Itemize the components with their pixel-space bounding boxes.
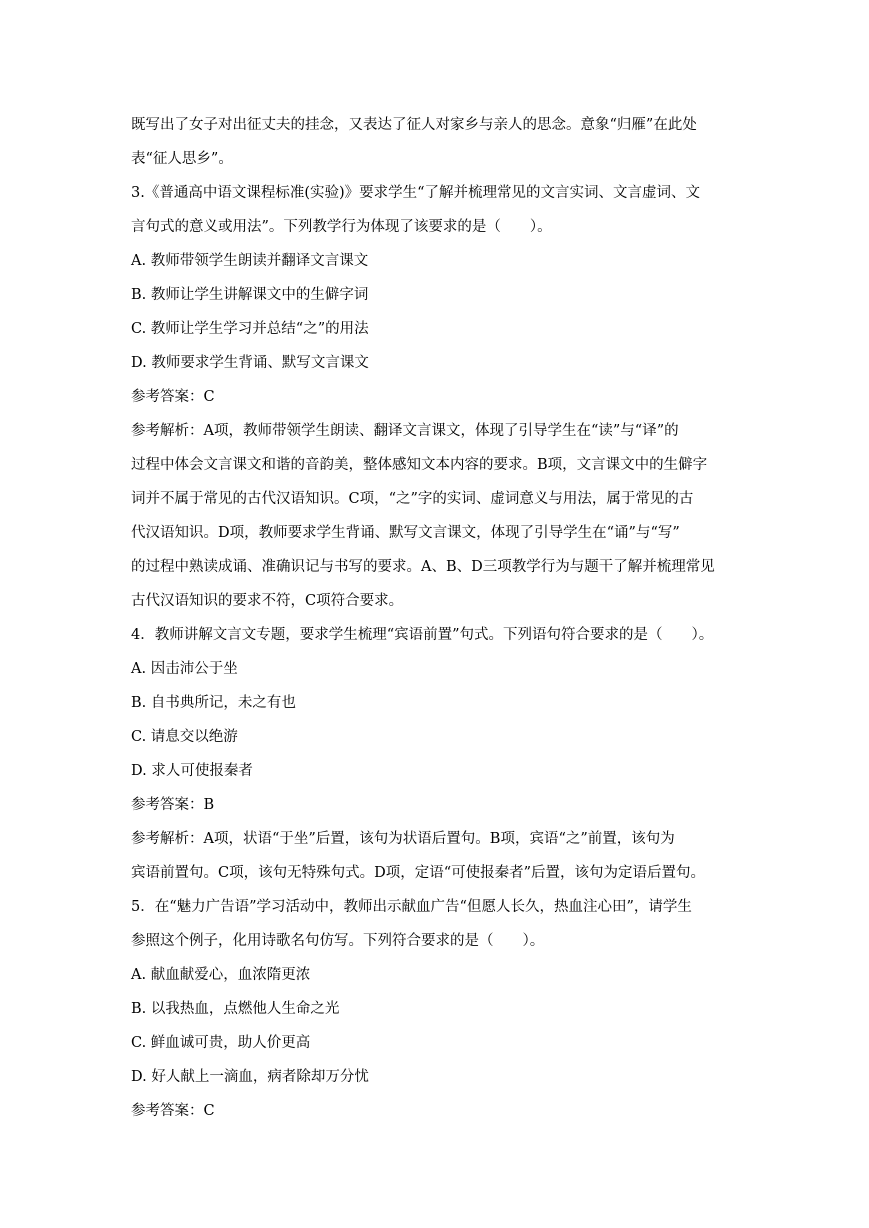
q4-option-b: B. 自书典所记，未之有也 — [131, 695, 296, 711]
q3-analysis-line-5: 的过程中熟读成诵、准确识记与书写的要求。A、B、D三项教学行为与题干了解并梳理常见 — [131, 559, 715, 575]
q4-option-a: A. 因击沛公于坐 — [131, 661, 238, 677]
q3-analysis-line-1: 参考解析：A项，教师带领学生朗读、翻译文言课文，体现了引导学生在“读”与“译”的 — [131, 423, 679, 439]
intro-line-1: 既写出了女子对出征丈夫的挂念，又表达了征人对家乡与亲人的思念。意象“归雁”在此处 — [131, 117, 697, 133]
q3-option-b: B. 教师让学生讲解课文中的生僻字词 — [131, 287, 369, 303]
q5-option-c: C. 鲜血诚可贵，助人价更高 — [131, 1035, 311, 1051]
q5-option-b: B. 以我热血，点燃他人生命之光 — [131, 1001, 340, 1017]
q3-analysis-line-3: 词并不属于常见的古代汉语知识。C项，“之”字的实词、虚词意义与用法，属于常见的古 — [131, 491, 694, 507]
q4-answer: 参考答案：B — [131, 797, 215, 813]
q4-stem-line-1: 4．教师讲解文言文专题，要求学生梳理“宾语前置”句式。下列语句符合要求的是（ ）。 — [131, 627, 714, 643]
q5-stem-line-1: 5．在“魅力广告语”学习活动中，教师出示献血广告“但愿人长久，热血注心田”，请学生 — [131, 899, 692, 915]
q4-option-c: C. 请息交以绝游 — [131, 729, 238, 745]
q4-analysis-line-1: 参考解析：A项，状语“于坐”后置，该句为状语后置句。B项，宾语“之”前置，该句为 — [131, 831, 675, 847]
q3-option-c: C. 教师让学生学习并总结“之”的用法 — [131, 321, 369, 337]
q3-stem-line-2: 言句式的意义或用法”。下列教学行为体现了该要求的是（ ）。 — [131, 219, 552, 235]
q3-analysis-line-4: 代汉语知识。D项，教师要求学生背诵、默写文言课文，体现了引导学生在“诵”与“写” — [131, 525, 680, 541]
q5-option-a: A. 献血献爱心，血浓隋更浓 — [131, 967, 311, 983]
q3-analysis-line-6: 古代汉语知识的要求不符，C项符合要求。 — [131, 593, 404, 609]
q3-option-a: A. 教师带领学生朗读并翻译文言课文 — [131, 253, 369, 269]
q3-analysis-line-2: 过程中体会文言课文和谐的音韵美，整体感知文本内容的要求。B项，文言课文中的生僻字 — [131, 457, 708, 473]
q3-option-d: D. 教师要求学生背诵、默写文言课文 — [131, 355, 369, 371]
q4-analysis-line-2: 宾语前置句。C项，该句无特殊句式。D项，定语“可使报秦者”后置，该句为定语后置句。 — [131, 865, 706, 881]
q3-answer: 参考答案：C — [131, 389, 215, 405]
text-column — [131, 108, 741, 1128]
q5-stem-line-2: 参照这个例子，化用诗歌名句仿写。下列符合要求的是（ ）。 — [131, 933, 545, 949]
q5-answer: 参考答案：C — [131, 1103, 215, 1119]
q3-stem-line-1: 3.《普通高中语文课程标准(实验)》要求学生“了解并梳理常见的文言实词、文言虚词、文 — [131, 185, 701, 201]
intro-line-2: 表“征人思乡”。 — [131, 151, 233, 167]
q5-option-d: D. 好人献上一滴血，病者除却万分忧 — [131, 1069, 369, 1085]
q4-option-d: D. 求人可使报秦者 — [131, 763, 253, 779]
